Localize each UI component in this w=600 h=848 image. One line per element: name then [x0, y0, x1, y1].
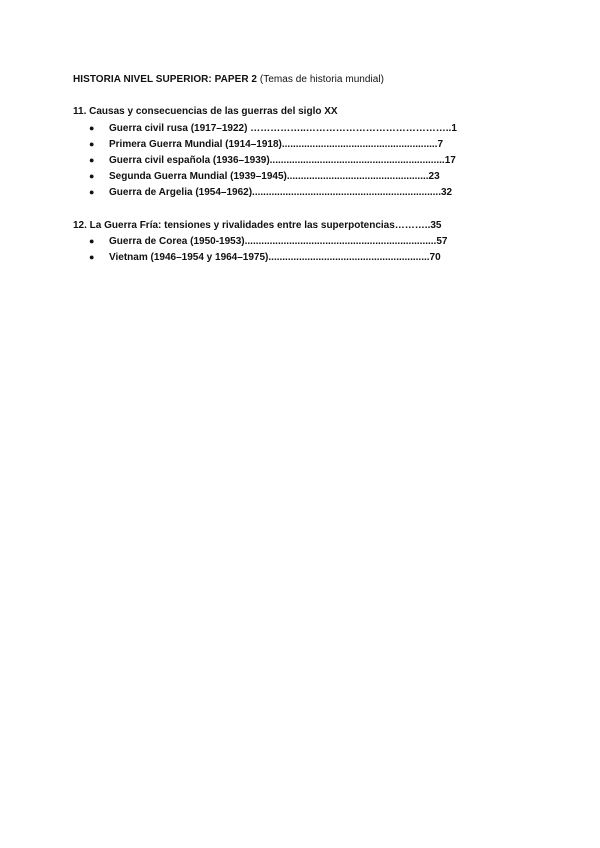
bullet-icon: ● [89, 187, 95, 197]
entry-label: Primera Guerra Mundial (1914–1918) [109, 139, 282, 150]
entry-page: 70 [429, 252, 441, 263]
dot-leader: ..................................................................... [244, 236, 437, 247]
entry-label: Guerra de Corea (1950-1953) [109, 236, 245, 247]
section-page: 35 [430, 220, 442, 231]
entry-page: 17 [444, 155, 456, 166]
dot-leader: ........................................................ [281, 139, 438, 150]
dot-leader: ................................................... [286, 171, 429, 182]
entry-label: Guerra civil rusa (1917–1922) [109, 123, 248, 134]
bullet-icon: ● [89, 252, 95, 262]
document-header [73, 74, 384, 85]
dot-leader: ……….. [394, 220, 431, 231]
entry-page: 7 [437, 139, 444, 150]
entry-label: Guerra de Argelia (1954–1962) [109, 187, 253, 198]
dot-leader: .................................................................... [252, 187, 441, 198]
entry-page: 57 [436, 236, 448, 247]
section-title-11: 11. Causas y consecuencias de las guerras del siglo XX [73, 106, 338, 117]
dot-leader: ............................................................... [269, 155, 445, 166]
bullet-icon: ● [89, 236, 95, 246]
entry-page: 32 [440, 187, 453, 198]
toc-entry [89, 187, 452, 198]
dot-leader: ……………..…………………………………….. [247, 123, 452, 134]
entry-label: Vietnam (1946–1954 y 1964–1975) [109, 252, 269, 263]
toc-entry [89, 171, 440, 182]
toc-entry [89, 155, 456, 166]
toc-entry [89, 139, 443, 150]
section-title-12: 12. La Guerra Fría: tensiones y rivalidades entre las superpotencias………..35 [73, 220, 442, 231]
bullet-icon: ● [89, 155, 95, 165]
toc-entry [89, 123, 457, 134]
toc-entry [89, 252, 441, 263]
bullet-icon: ● [89, 123, 95, 133]
bullet-icon: ● [89, 139, 95, 149]
toc-entry [89, 236, 447, 247]
header-subtitle: (Temas de historia mundial) [259, 74, 385, 85]
bullet-icon: ● [89, 171, 95, 181]
entry-page: 1 [451, 123, 457, 134]
entry-page: 23 [428, 171, 440, 182]
header-title: HISTORIA NIVEL SUPERIOR: PAPER 2 [73, 74, 258, 85]
entry-label: Guerra civil española (1936–1939) [109, 155, 270, 166]
dot-leader: .......................................................... [268, 252, 430, 263]
entry-label: Segunda Guerra Mundial (1939–1945) [109, 171, 287, 182]
